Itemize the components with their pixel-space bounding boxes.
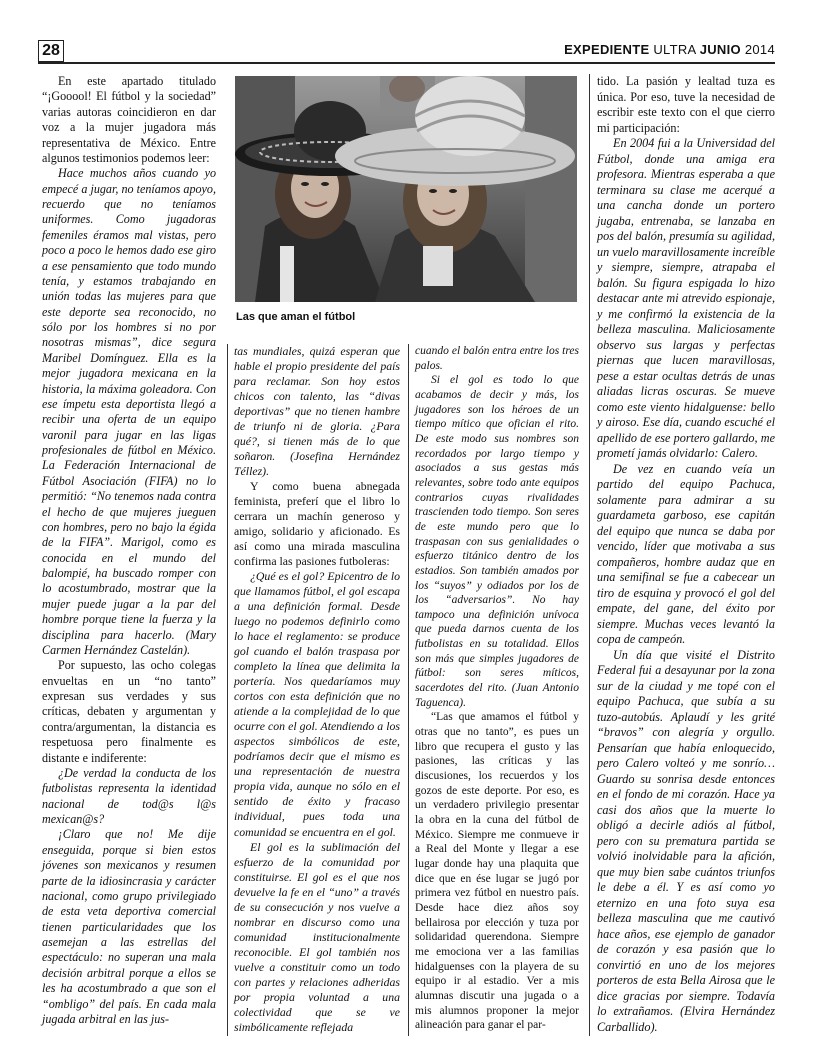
paragraph: Hace muchos años cuando yo empecé a jugar, no teníamos apoyo, recuerdo que no teníamos uniformes. Como jugadoras femeniles éramos mal vistas, pero poco a poco le hemos dado ese giro a ese pensamiento que todo mundo tenía, y estamos trabajando en unión todas las mujeres para que este deporte sea reconocido, no sólo por los hombres si no por nosotras mismas”, dice segura Maribel Domínguez. Ella es la mejor jugadora mexicana en la historia, la máxima goleadora. Con ese ímpetu esta deportista llegó a recibir una oferta de un equipo varonil para jugar en las ligas profesionales de fútbol en México. La Federación Internacional de Fútbol Asociación (FIFA) no lo permitió: “No tenemos nada contra el hecho de que mujeres jueguen con hombres, pero no bajo la égida de la FIFA”. Marigol, como es conocida en el mundo del balompié, ha buscado romper con lo acostumbrado, mostrar que la mujer puede jugar a la par del hombre porque tiene la fuerza y la disciplina para hacerlo. (Mary Carmen Hernández Castelán). <box>42 166 216 657</box>
paragraph: Y como buena abnegada feminista, preferí que el libro lo cerrara un machín generoso y amigo, solidario y aficionado. Es así como una mirada masculina confirma las pasiones futboleras: <box>234 479 400 569</box>
paragraph: ¿Qué es el gol? Epicentro de lo que llamamos fútbol, el gol escapa a una definición formal. Desde luego no podemos definirlo como lo hace el reglamento: se produce gol cuando el balón traspasa por completo la línea que delimita la portería. Nos quedaríamos muy cortos con esta definición que no atiende a la complejidad de lo que ocurre con el gol. Atendiendo a los aspectos simbólicos de este, podríamos decir que el mismo es una representación de nuestra propia vida, aunque no sólo en el sentido de éxito y fracaso individual, pues toda una comunidad se encuentra en el gol. <box>234 569 400 839</box>
photo-caption: Las que aman el fútbol <box>236 311 356 323</box>
column-rule <box>227 344 228 1036</box>
column-2 <box>234 344 400 1035</box>
publication-month: JUNIO <box>699 42 741 57</box>
paragraph: Si el gol es todo lo que acabamos de decir y más, los jugadores son los héroes de un tiempo mítico que ofician el rito. De este modo sus nombres son recordados por largo tiempo y asociados a sus gestas más relevantes, sobre todo ante equipos contrarios cuyas rivalidades trascienden todo tiempo. Son seres de este mundo pero que lo traspasan con sus genialidades o esfuerzo titánico dentro de los estadios. Son también amados por los “suyos” y odiados por los de los “adversarios”. No hay tampoco una definición unívoca que pueda darnos cuenta de los futbolistas en su totalidad. Ellos son más que simples jugadores de fútbol: son seres míticos, sacerdotes del rito. (Juan Antonio Taguenca). <box>415 374 579 709</box>
page-header <box>38 40 775 64</box>
paragraph: En 2004 fui a la Universidad del Fútbol, donde una amiga era profesora. Mientras esperaba a que terminara su clase me acerqué a una cancha donde un portero jugaba, entrenaba, se lanzaba en pos del balón, presumía su agilidad, un vuelo maravillosamente increíble y siempre, siempre, atrapaba el balón. Su figura espigada lo hizo destacar ante mi atrevido espionaje, y me confirmó la existencia de la belleza masculina. Maliciosamente observo sus largas y perfectas piernas que lucen maravillosas, pese a estar ocultas detrás de unas aliadas licras oscuras. Se mueve como este viento hidalguense: bello y airoso. Ese día, cuando escuché el apellido de ese portero gallardo, me prometí jamás olvidarlo: Calero. <box>597 136 775 460</box>
paragraph: De vez en cuando veía un partido del equipo Pachuca, solamente para admirar a su guardameta garboso, ese capitán del equipo que nunca se daba por vencido, líder que motivaba a sus compañeros, hombre audaz que en una semifinal se fue a cabecear un tiro de esquina y provocó el gol del empate, del gane, del éxito por siempre. Muchas veces levantó la copa de campeón. <box>597 461 775 646</box>
paragraph: ¿De verdad la conducta de los futbolistas representa la identidad nacional de tod@s l@s mexican@s? <box>42 765 216 826</box>
paragraph: Por supuesto, las ocho colegas envueltas en un “no tanto” expresan sus verdades y sus críticas, debaten y argumentan y contra/argumentan, la distancia es respetuosa pero finalmente es distante e indiferente: <box>42 658 216 765</box>
publication-name: EXPEDIENTE <box>564 42 650 57</box>
column-rule <box>589 74 590 1036</box>
paragraph: “Las que amamos el fútbol y otras que no tanto”, es pues un libro que recupera el gusto y las pasiones, las críticas y las discusiones, los recuerdos y los gozos de este deporte. Por eso, es un verdadero privilegio presentar la obra en la cuna del fútbol de México. Siempre me conmueve ir a Real del Monte y llegar a ese lugar donde hay una plaquita que dice que en ése lugar se jugó por primera vez fútbol en nuestro país. Desde hace diez años soy bellairosa por elección y tuza por solidaridad querendona. Siempre me emociona ver a las familias hidalguenses con la playera de su equipo ir al estadio. Ver a mis alumnas discutir una jugada o a mis alumnos proponer la mejor alineación para ganar el par- <box>415 711 579 1032</box>
paragraph: ¡Claro que no! Me dije enseguida, porque si bien estos jóvenes son mexicanos y resumen parte de la idiosincrasia y carácter nacional, como grupo privilegiado de esta veta deportiva comercial tienen particularidades que los asemejan a las estrellas del espectáculo: no superan una mala decisión arbitral porque a ellos se les ha acostumbrado a que son el “ombligo” del país. En cada mala jugada arbitral en las jus- <box>42 827 216 1026</box>
paragraph: cuando el balón entra entre los tres palos. <box>415 345 579 372</box>
photo-illustration <box>235 76 577 302</box>
publication-edition: ULTRA <box>653 42 696 57</box>
paragraph: En este apartado titulado “¡Gooool! El fútbol y la sociedad” varias autoras coincidieron en dar voz a la mujer jugadora más representativa de México. Entre algunos testimonios podemos leer: <box>42 74 216 165</box>
paragraph: tas mundiales, quizá esperan que hable el propio presidente del país para reclamar. Son hoy estos chicos con talento, las “divas deportivas” que no tienen hambre de triunfo ni de gloria. ¿Para qué?, si tienen más de lo que soñaron. (Josefina Hernández Téllez). <box>234 344 400 479</box>
paragraph: El gol es la sublimación del esfuerzo de la comunidad por constituirse. El gol es el que nos devuelve la fe en el “uno” a través de su consecución y nos vuelve a nombrar en discurso como una comunidad institucionalmente reconocible. El gol también nos vuelve a constituir como un todo con partes y relaciones adheridas por propia voluntad a una colectividad que se ve simbólicamente reflejada <box>234 839 400 1034</box>
column-3 <box>415 344 579 1033</box>
paragraph: Un día que visité el Distrito Federal fui a desayunar por la zona sur de la ciudad y me topé con el equipo Pachuca, que subía a su tuzo-autobús. Aplaudí y les grité “bravos” con alegría y orgullo. Pensarían que había enloquecido, pero Calero volteó y me sonrío… Guardo su sonrisa desde entonces en el fondo de mi corazón. Hace ya casi dos años que la muerte lo obligó a decirle adiós al fútbol, pero con su prematura partida se volvió inolvidable para la afición, que muy bien sabe cuántos triunfos le debe a él. Y es así como yo eternizo en una foto suya esa belleza masculina que me cautivó hace años, ese ejemplo de ganador de corazón y esa pasión que lo convirtió en uno de los mejores porteros de esta Bella Airosa que le dice gracias por siempre. Todavía lo extrañamos. (Elvira Hernández Carballido). <box>597 647 775 1034</box>
column-1 <box>42 74 216 1027</box>
column-4 <box>597 74 775 1035</box>
page-number: 28 <box>38 40 64 62</box>
publication-line <box>564 42 775 57</box>
article-photo <box>235 76 577 302</box>
paragraph: tido. La pasión y lealtad tuza es única. Por eso, tuve la necesidad de escribir este texto con el que cierro mi participación: <box>597 74 775 135</box>
publication-year: 2014 <box>744 42 775 57</box>
column-rule <box>408 344 409 1036</box>
